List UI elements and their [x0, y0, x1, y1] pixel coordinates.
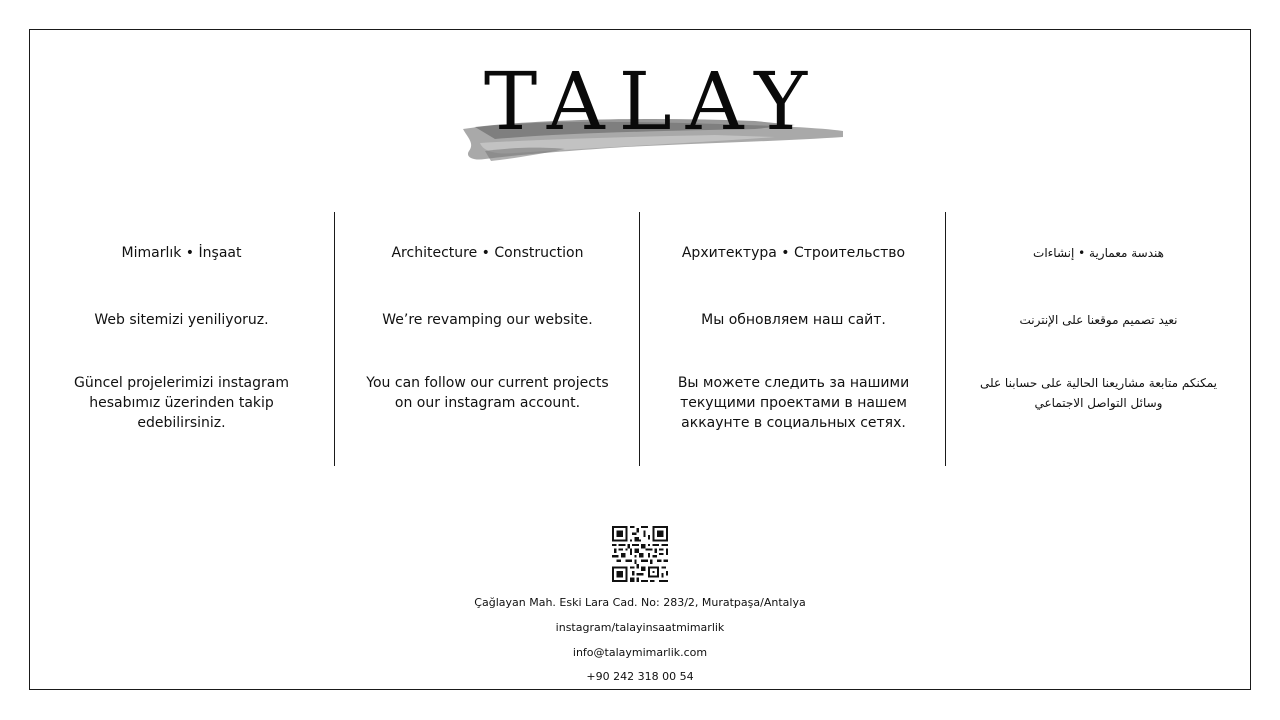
follow-text: You can follow our current projects on our instagram account.	[366, 375, 609, 411]
logo-wordmark: TALAY	[483, 55, 822, 148]
email-link[interactable]: info@talaymimarlik.com	[572, 646, 708, 659]
talay-logo	[455, 55, 850, 170]
instagram-link[interactable]: instagram/talayinsaatmimarlik	[555, 621, 725, 634]
notice-text: Web sitemizi yeniliyoruz.	[94, 312, 269, 328]
notice-text: نعيد تصميم موقعنا على الإنترنت	[1019, 313, 1178, 327]
services-label: Architecture • Construction	[391, 245, 584, 261]
qr-code-icon[interactable]	[612, 526, 668, 582]
phone-link[interactable]: +90 242 318 00 54	[586, 670, 694, 683]
column-english	[335, 212, 640, 466]
follow-text: Вы можете следить за нашими текущими проектами в нашем аккаунте в социальных сетях.	[677, 375, 910, 431]
notice-text: We’re revamping our website.	[382, 312, 593, 328]
column-russian	[641, 212, 946, 466]
column-turkish	[29, 212, 334, 466]
services-label: Архитектура • Строительство	[681, 245, 906, 261]
follow-text: Güncel projelerimizi instagram hesabımız üzerinden takip edebilirsiniz.	[74, 375, 289, 431]
follow-text: يمكنكم متابعة مشاريعنا الحالية على حسابنا على وسائل التواصل الاجتماعي	[979, 376, 1218, 410]
services-label: Mimarlık • İnşaat	[121, 245, 242, 261]
column-arabic	[946, 212, 1251, 466]
address-text: Çağlayan Mah. Eski Lara Cad. No: 283/2, Muratpaşa/Antalya	[474, 596, 806, 609]
services-label: هندسة معمارية • إنشاءات	[1033, 246, 1164, 260]
notice-text: Мы обновляем наш сайт.	[701, 312, 886, 328]
column-divider	[639, 212, 640, 466]
